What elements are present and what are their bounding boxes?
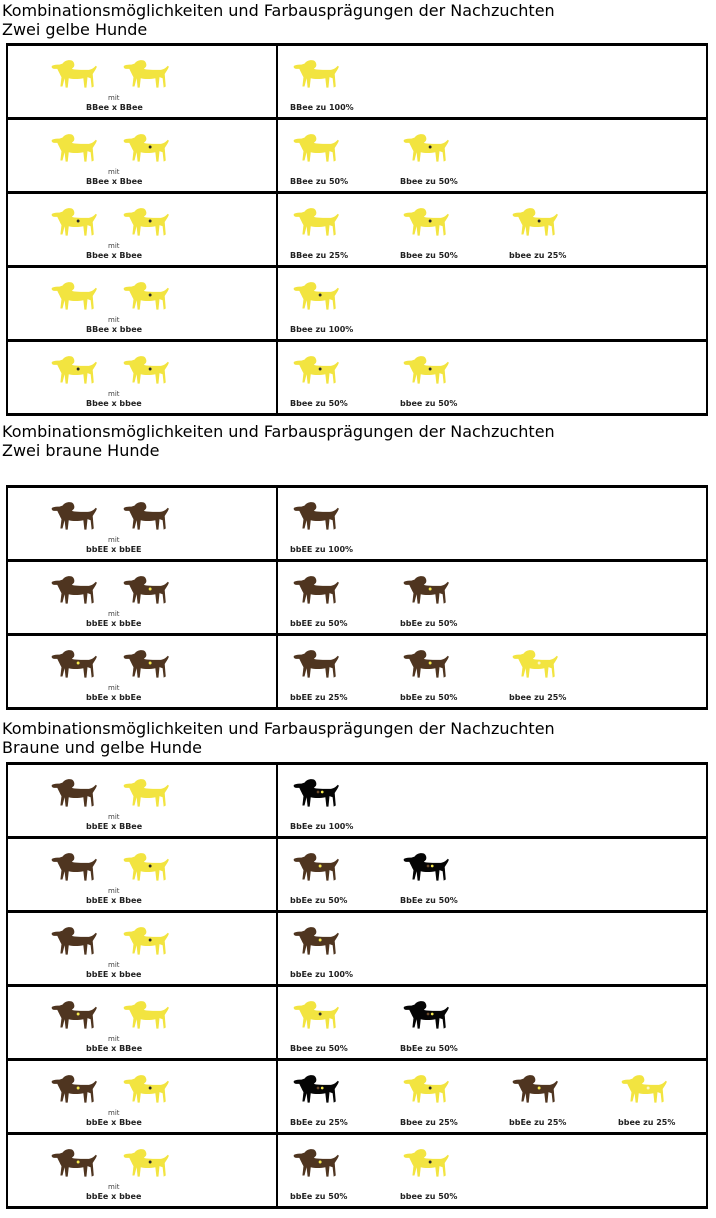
section-title-line1: Kombinationsmöglichkeiten und Farbausprägungen der Nachzuchten: [2, 719, 555, 738]
dog-icon: [50, 847, 100, 885]
cross-label: bbEE x Bbee: [86, 896, 142, 905]
dog-icon: [292, 921, 342, 959]
connector-label: mit: [108, 94, 120, 102]
table-row: [6, 765, 708, 839]
dog-icon: [402, 350, 452, 388]
dog-icon: [122, 773, 172, 811]
cross-label: bbEE x bbEe: [86, 619, 142, 628]
offspring-label: BbEe zu 50%: [400, 896, 458, 905]
table-row: [6, 488, 708, 562]
connector-label: mit: [108, 1183, 120, 1191]
connector-label: mit: [108, 684, 120, 692]
cross-label: BBee x Bbee: [86, 177, 143, 186]
connector-label: mit: [108, 242, 120, 250]
dog-icon: [402, 128, 452, 166]
table-row: [6, 839, 708, 913]
dog-icon: [511, 202, 561, 240]
dog-icon: [292, 496, 342, 534]
connector-label: mit: [108, 961, 120, 969]
section-title: [2, 422, 555, 460]
cross-label: bbEe x bbee: [86, 1192, 142, 1201]
dog-icon: [292, 847, 342, 885]
offspring-label: bbEe zu 50%: [400, 619, 458, 628]
section-title-line2: Zwei braune Hunde: [2, 441, 160, 460]
dog-icon: [402, 202, 452, 240]
dog-icon: [402, 1069, 452, 1107]
table-row: [6, 987, 708, 1061]
table-row: [6, 46, 708, 120]
offspring-label: Bbee zu 50%: [290, 399, 348, 408]
dog-icon: [402, 570, 452, 608]
dog-icon: [50, 128, 100, 166]
section-title-line1: Kombinationsmöglichkeiten und Farbausprägungen der Nachzuchten: [2, 1, 555, 20]
connector-label: mit: [108, 1109, 120, 1117]
offspring-label: Bbee zu 50%: [400, 251, 458, 260]
cross-label: bbEE x bbee: [86, 970, 142, 979]
cross-label: Bbee x Bbee: [86, 251, 143, 260]
connector-label: mit: [108, 1035, 120, 1043]
cross-label: bbEe x Bbee: [86, 1118, 142, 1127]
offspring-label: bbEe zu 25%: [509, 1118, 567, 1127]
dog-icon: [402, 1143, 452, 1181]
dog-icon: [50, 1069, 100, 1107]
offspring-label: bbEe zu 50%: [290, 1192, 348, 1201]
dog-icon: [122, 921, 172, 959]
offspring-label: bbee zu 50%: [400, 399, 458, 408]
table-row: [6, 268, 708, 342]
table-row: [6, 342, 708, 416]
dog-icon: [122, 847, 172, 885]
dog-icon: [50, 1143, 100, 1181]
connector-label: mit: [108, 813, 120, 821]
dog-icon: [122, 1069, 172, 1107]
dog-icon: [402, 644, 452, 682]
dog-icon: [402, 847, 452, 885]
dog-icon: [122, 570, 172, 608]
dog-icon: [292, 773, 342, 811]
section-title-line1: Kombinationsmöglichkeiten und Farbausprägungen der Nachzuchten: [2, 422, 555, 441]
offspring-label: bbee zu 25%: [509, 693, 567, 702]
section-title-line2: Zwei gelbe Hunde: [2, 20, 148, 39]
section-title-line2: Braune und gelbe Hunde: [2, 738, 202, 757]
cross-label: BBee x BBee: [86, 103, 143, 112]
cross-label: bbEE x BBee: [86, 822, 143, 831]
offspring-label: bbee zu 25%: [618, 1118, 676, 1127]
dog-icon: [122, 128, 172, 166]
cross-label: BBee x bbee: [86, 325, 143, 334]
table-row: [6, 1135, 708, 1209]
table-row: [6, 636, 708, 710]
dog-icon: [122, 995, 172, 1033]
dog-icon: [122, 350, 172, 388]
connector-label: mit: [108, 168, 120, 176]
offspring-label: bbee zu 25%: [509, 251, 567, 260]
offspring-label: bbee zu 50%: [400, 1192, 458, 1201]
offspring-label: bbEE zu 25%: [290, 693, 348, 702]
offspring-label: BBee zu 25%: [290, 251, 349, 260]
section-title: [2, 1, 555, 39]
dog-icon: [122, 1143, 172, 1181]
dog-icon: [50, 496, 100, 534]
dog-icon: [292, 995, 342, 1033]
table-row: [6, 194, 708, 268]
dog-icon: [50, 202, 100, 240]
dog-icon: [620, 1069, 670, 1107]
dog-icon: [292, 644, 342, 682]
dog-icon: [122, 644, 172, 682]
offspring-label: bbEe zu 100%: [290, 970, 353, 979]
dog-icon: [292, 202, 342, 240]
dog-icon: [292, 350, 342, 388]
table-row: [6, 120, 708, 194]
connector-label: mit: [108, 316, 120, 324]
dog-icon: [50, 995, 100, 1033]
combination-table: [6, 485, 708, 710]
offspring-label: bbEe zu 50%: [400, 693, 458, 702]
cross-label: bbEE x bbEE: [86, 545, 142, 554]
dog-icon: [50, 570, 100, 608]
offspring-label: BbEe zu 25%: [290, 1118, 348, 1127]
dog-icon: [122, 202, 172, 240]
dog-icon: [122, 276, 172, 314]
dog-icon: [50, 644, 100, 682]
offspring-label: bbEE zu 100%: [290, 545, 354, 554]
offspring-label: Bbee zu 25%: [400, 1118, 458, 1127]
combination-table: [6, 762, 708, 1209]
cross-label: bbEe x bbEe: [86, 693, 142, 702]
connector-label: mit: [108, 610, 120, 618]
table-row: [6, 1061, 708, 1135]
offspring-label: bbEe zu 50%: [290, 896, 348, 905]
offspring-label: bbEE zu 50%: [290, 619, 348, 628]
table-row: [6, 913, 708, 987]
offspring-label: BbEe zu 100%: [290, 822, 354, 831]
dog-icon: [292, 1069, 342, 1107]
dog-icon: [511, 644, 561, 682]
dog-icon: [292, 570, 342, 608]
dog-icon: [292, 128, 342, 166]
dog-icon: [50, 276, 100, 314]
offspring-label: BBee zu 100%: [290, 103, 354, 112]
combination-table: [6, 43, 708, 416]
offspring-label: Bbee zu 50%: [400, 177, 458, 186]
dog-icon: [292, 276, 342, 314]
dog-icon: [292, 54, 342, 92]
dog-icon: [122, 496, 172, 534]
offspring-label: BbEe zu 50%: [400, 1044, 458, 1053]
connector-label: mit: [108, 536, 120, 544]
dog-icon: [292, 1143, 342, 1181]
section-title: [2, 719, 555, 757]
dog-icon: [511, 1069, 561, 1107]
connector-label: mit: [108, 390, 120, 398]
dog-icon: [50, 54, 100, 92]
dog-icon: [402, 995, 452, 1033]
offspring-label: Bbee zu 100%: [290, 325, 354, 334]
dog-icon: [50, 773, 100, 811]
offspring-label: Bbee zu 50%: [290, 1044, 348, 1053]
connector-label: mit: [108, 887, 120, 895]
dog-icon: [50, 350, 100, 388]
dog-icon: [122, 54, 172, 92]
cross-label: bbEe x BBee: [86, 1044, 143, 1053]
offspring-label: BBee zu 50%: [290, 177, 349, 186]
table-row: [6, 562, 708, 636]
dog-icon: [50, 921, 100, 959]
cross-label: Bbee x bbee: [86, 399, 142, 408]
